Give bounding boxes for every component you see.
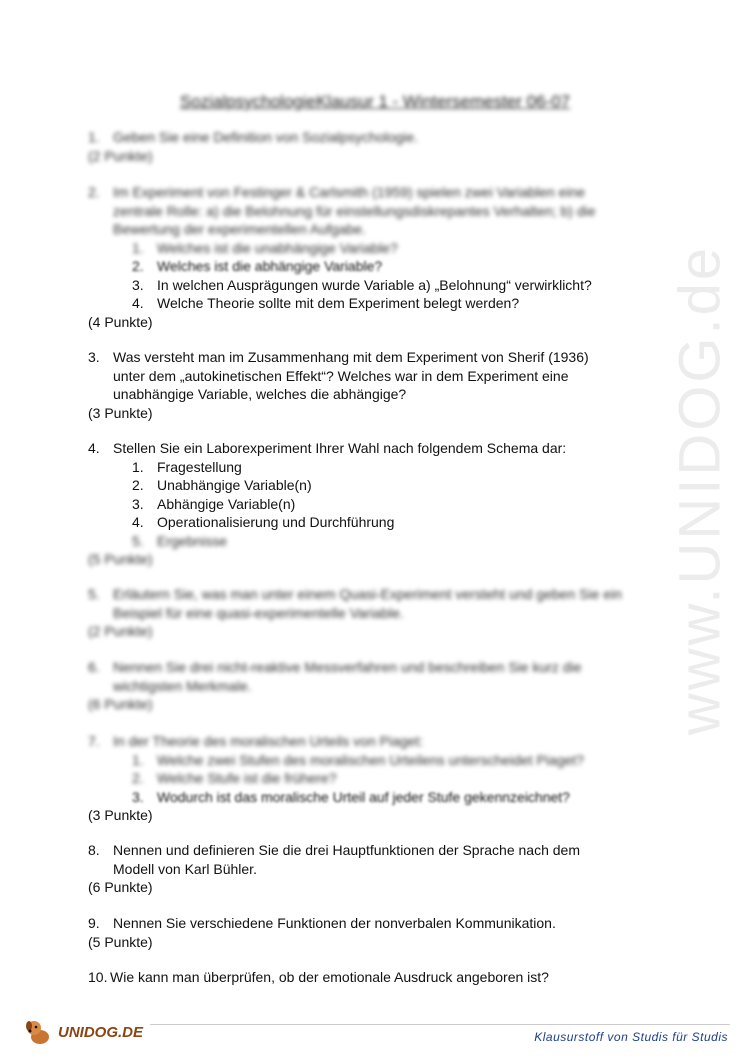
- question-6: 6. Nennen Sie drei nicht-reaktive Messverfahren und beschreiben Sie kurz die wichtigsten Merkmale. (6 Punkte): [88, 659, 582, 712]
- footer-slogan: Klausurstoff von Studis für Studis: [534, 1030, 728, 1044]
- watermark: www.UNIDOG.de: [667, 244, 733, 736]
- question-5: 5. Erläutern Sie, was man unter einem Quasi-Experiment versteht und geben Sie ein Beispiel für eine quasi-experimentelle Variable. (2 Punkte): [88, 586, 622, 639]
- question-4: 4. Stellen Sie ein Laborexperiment Ihrer Wahl nach folgendem Schema dar: 1. Fragestellung 2. Unabhängige Variable(n) 3. Abhängige Variable(n) 4. Operationalisierung und Durchführung 5. Ergebnisse (5 Punkte): [88, 440, 567, 567]
- question-8: 8. Nennen und definieren Sie die drei Hauptfunktionen der Sprache nach dem Modell von Karl Bühler. (6 Punkte): [88, 842, 580, 895]
- footer-divider: [150, 1024, 730, 1025]
- question-10: 10. Wie kann man überprüfen, ob der emotionale Ausdruck angeboren ist?: [88, 969, 549, 985]
- logo-text: UNIDOG.DE: [58, 1023, 144, 1041]
- dog-icon: [24, 1018, 54, 1046]
- question-7: 7. In der Theorie des moralischen Urteils von Piaget: 1. Welche zwei Stufen des moralischen Urteilens unterscheidet Piaget? 2. Welche Stufe ist die frühere? 3. Wodurch ist das moralische Urteil auf jeder Stufe gekennzeichnet? (3 Punkte): [88, 733, 584, 823]
- question-9: 9. Nennen Sie verschiedene Funktionen der nonverbalen Kommunikation. (5 Punkte): [88, 915, 556, 950]
- unidog-logo[interactable]: [24, 1018, 143, 1046]
- page-title: SozialpsychologieKlausur 1 - Wintersemester 06-07: [179, 92, 571, 111]
- question-3: 3. Was versteht man im Zusammenhang mit dem Experiment von Sherif (1936) unter dem „autokinetischen Effekt“? Welches war in dem Experiment eine unabhängige Variable, welches die abhängige? (3 Punkte): [88, 349, 589, 421]
- question-2: 2. Im Experiment von Festinger & Carlsmith (1959) spielen zwei Variablen eine zentrale Rolle: a) die Belohnung für einstellungsdiskrepantes Verhalten; b) die Bewertung der experimentellen Aufgabe. 1. Welches ist die unabhängige Variable? 2. Welches ist die abhängige Variable? 3. In welchen Ausprägungen wurde Variable a) „Belohnung“ verwirklicht? 4. Welche Theorie sollte mit dem Experiment belegt werden? (4 Punkte): [88, 184, 596, 330]
- question-1: 1. Geben Sie eine Definition von Sozialpsychologie. (2 Punkte): [88, 129, 419, 164]
